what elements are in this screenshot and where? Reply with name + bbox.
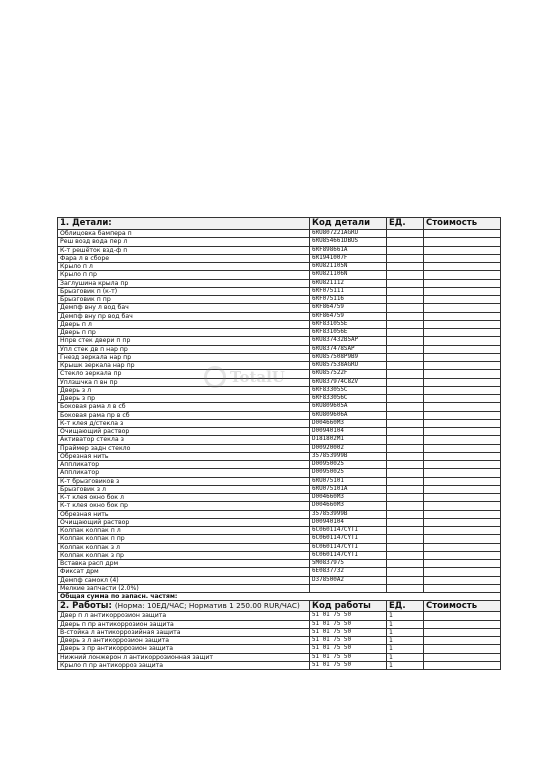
part-row [58, 584, 501, 592]
part-row [58, 263, 501, 271]
part-name: Очищающий раствор [58, 518, 310, 526]
parts-section-title: 1. Детали: [58, 218, 310, 230]
work-cost [424, 620, 501, 628]
part-row [58, 576, 501, 584]
part-name: Демпф вну пр вод бач [58, 312, 310, 320]
work-code: 51 01 75 50 [310, 612, 387, 620]
part-unit [387, 304, 424, 312]
unit-header: ЕД. [387, 218, 424, 230]
part-cost [424, 576, 501, 584]
part-cost [424, 337, 501, 345]
part-name: Обрезная нить [58, 452, 310, 460]
part-row [58, 543, 501, 551]
part-code: 6RU837478SAP [310, 345, 387, 353]
part-cost [424, 411, 501, 419]
part-name: Обрезная нить [58, 510, 310, 518]
part-code: D00950025 [310, 461, 387, 469]
part-unit [387, 238, 424, 246]
part-row [58, 287, 501, 295]
part-cost [424, 353, 501, 361]
part-row [58, 527, 501, 535]
part-row [58, 485, 501, 493]
part-cost [424, 502, 501, 510]
part-cost [424, 485, 501, 493]
part-cost [424, 345, 501, 353]
part-row [58, 477, 501, 485]
part-code: 6R1941007F [310, 254, 387, 262]
part-unit [387, 502, 424, 510]
part-cost [424, 370, 501, 378]
part-unit [387, 345, 424, 353]
part-row [58, 469, 501, 477]
part-name: К-т решёток взд-ф п [58, 246, 310, 254]
part-unit [387, 271, 424, 279]
part-name: Праймер задн стекло [58, 444, 310, 452]
part-cost [424, 494, 501, 502]
part-unit [387, 576, 424, 584]
part-name: Фиксат дрм [58, 568, 310, 576]
part-cost [424, 287, 501, 295]
work-unit: 1 [387, 628, 424, 636]
work-row [58, 661, 501, 669]
part-name: Колпак колпак з л [58, 543, 310, 551]
work-code: 51 01 75 50 [310, 661, 387, 669]
work-name: Дверь з пр антикоррозион защита [58, 645, 310, 653]
part-name: Крышк зеркала нар пр [58, 362, 310, 370]
part-code: 6RU821112 [310, 279, 387, 287]
part-row [58, 353, 501, 361]
document [57, 217, 500, 670]
part-cost [424, 263, 501, 271]
part-code: 6RU807221AGRU [310, 230, 387, 238]
part-unit [387, 279, 424, 287]
part-row [58, 419, 501, 427]
part-code: 6RU837432B5AP [310, 337, 387, 345]
part-row [58, 568, 501, 576]
part-unit [387, 337, 424, 345]
part-cost [424, 271, 501, 279]
part-code: D00920002 [310, 444, 387, 452]
work-row [58, 620, 501, 628]
part-cost [424, 551, 501, 559]
part-unit [387, 444, 424, 452]
part-cost [424, 436, 501, 444]
part-unit [387, 296, 424, 304]
part-cost [424, 395, 501, 403]
part-cost [424, 584, 501, 592]
part-row [58, 494, 501, 502]
works-section-title: 2. Работы: [60, 601, 112, 612]
part-unit [387, 419, 424, 427]
part-name: Реш возд вода пер л [58, 238, 310, 246]
part-cost [424, 452, 501, 460]
part-code: D378500A2 [310, 576, 387, 584]
part-unit [387, 477, 424, 485]
part-row [58, 271, 501, 279]
part-code: D00950025 [310, 469, 387, 477]
part-cost [424, 279, 501, 287]
works-norma-note: (Норма: 10ЕД/ЧАС; Норматив 1 250.00 RUR/ЧАС) [114, 601, 300, 611]
work-unit: 1 [387, 645, 424, 653]
part-row [58, 461, 501, 469]
part-row [58, 510, 501, 518]
part-code: 6C0601147CYTI [310, 527, 387, 535]
part-cost [424, 560, 501, 568]
part-unit [387, 527, 424, 535]
parts-total-row [58, 593, 501, 601]
part-unit [387, 287, 424, 295]
part-row [58, 395, 501, 403]
part-name: Дверь з пр [58, 395, 310, 403]
part-name: К-т клея д/стекла з [58, 419, 310, 427]
part-name: Стекло зеркала пр [58, 370, 310, 378]
part-cost [424, 254, 501, 262]
part-unit [387, 543, 424, 551]
part-code: 6C0601147CYTI [310, 535, 387, 543]
part-unit [387, 551, 424, 559]
work-unit: 1 [387, 620, 424, 628]
part-cost [424, 304, 501, 312]
cost-header: Стоимость [424, 218, 501, 230]
part-code: 6RF075116 [310, 296, 387, 304]
part-name: Упл стек дв п нар пр [58, 345, 310, 353]
part-name: Облицовка бампера п [58, 230, 310, 238]
work-name: В-стойка л антикоррозийная защита [58, 628, 310, 636]
work-cost [424, 637, 501, 645]
part-row [58, 386, 501, 394]
part-code: 6RF898661A [310, 246, 387, 254]
part-name: К-т брызговиков з [58, 477, 310, 485]
part-unit [387, 254, 424, 262]
part-cost [424, 403, 501, 411]
part-unit [387, 560, 424, 568]
work-name: Дверь п пр антикоррозион защита [58, 620, 310, 628]
part-unit [387, 411, 424, 419]
part-name: Колпак колпак з пр [58, 551, 310, 559]
part-code: 6C0601147CYTI [310, 543, 387, 551]
part-unit [387, 510, 424, 518]
part-name: Очищающий раствор [58, 428, 310, 436]
part-name: Аппликатор [58, 461, 310, 469]
part-row [58, 337, 501, 345]
part-unit [387, 403, 424, 411]
part-unit [387, 246, 424, 254]
part-name: Боковая рама пр в сб [58, 411, 310, 419]
work-row [58, 612, 501, 620]
part-code: 6RU075101A [310, 485, 387, 493]
part-row [58, 444, 501, 452]
part-name: Брызговик з л [58, 485, 310, 493]
part-unit [387, 230, 424, 238]
part-name: Заглушина крыла пр [58, 279, 310, 287]
work-unit: 1 [387, 661, 424, 669]
part-unit [387, 535, 424, 543]
part-unit [387, 378, 424, 386]
part-name: Дверь п пр [58, 329, 310, 337]
work-cost [424, 612, 501, 620]
part-code: D00940104 [310, 518, 387, 526]
part-code: 6RU857538AGRU [310, 362, 387, 370]
work-unit: 1 [387, 612, 424, 620]
cost-header: Стоимость [424, 601, 501, 612]
part-name: Колпак колпак п пр [58, 535, 310, 543]
part-unit [387, 436, 424, 444]
work-code: 51 01 75 50 [310, 620, 387, 628]
part-code: 6RF831056E [310, 329, 387, 337]
part-row [58, 452, 501, 460]
part-unit [387, 461, 424, 469]
part-unit [387, 485, 424, 493]
part-cost [424, 535, 501, 543]
part-code: 6RU837974C8ZV [310, 378, 387, 386]
work-cost [424, 661, 501, 669]
work-code: 51 01 75 50 [310, 653, 387, 661]
part-cost [424, 510, 501, 518]
part-cost [424, 527, 501, 535]
part-row [58, 428, 501, 436]
part-name: К-т клея окно бок пр [58, 502, 310, 510]
part-row [58, 436, 501, 444]
part-code: 6RF075111 [310, 287, 387, 295]
part-name: Нпрв стек двери п пр [58, 337, 310, 345]
part-unit [387, 386, 424, 394]
part-row [58, 230, 501, 238]
part-unit [387, 312, 424, 320]
part-code: 6RU854661DBUS [310, 238, 387, 246]
estimate-table-body [58, 218, 501, 670]
part-name: К-т клея окно бок л [58, 494, 310, 502]
part-row [58, 362, 501, 370]
part-name: Боковая рама л в сб [58, 403, 310, 411]
part-name: Аппликатор [58, 469, 310, 477]
part-code: D181802M1 [310, 436, 387, 444]
part-code: 6RF833055C [310, 386, 387, 394]
part-code: 6RU857508P9B9 [310, 353, 387, 361]
part-row [58, 370, 501, 378]
part-cost [424, 477, 501, 485]
part-unit [387, 494, 424, 502]
part-row [58, 535, 501, 543]
part-cost [424, 296, 501, 304]
part-unit [387, 428, 424, 436]
part-name: Брызговик п (к-т) [58, 287, 310, 295]
part-unit [387, 568, 424, 576]
work-name: Дверь з л антикоррозион защита [58, 637, 310, 645]
part-row [58, 304, 501, 312]
part-name: Фара л в сборе [58, 254, 310, 262]
part-cost [424, 386, 501, 394]
part-code: 6RU809605A [310, 403, 387, 411]
part-cost [424, 378, 501, 386]
part-code: 6RU075101 [310, 477, 387, 485]
part-unit [387, 370, 424, 378]
work-row [58, 645, 501, 653]
part-row [58, 345, 501, 353]
part-code: 6C0601147CYTI [310, 551, 387, 559]
part-code: 6RF864759 [310, 304, 387, 312]
part-cost [424, 246, 501, 254]
work-code-header: Код работы [310, 601, 387, 612]
part-cost [424, 230, 501, 238]
part-code: 6RU821105N [310, 263, 387, 271]
part-code: 6RF833056C [310, 395, 387, 403]
part-code: 357853999B [310, 510, 387, 518]
work-cost [424, 645, 501, 653]
part-code: 357853999B [310, 452, 387, 460]
part-cost [424, 461, 501, 469]
work-code: 51 01 75 50 [310, 645, 387, 653]
part-name: Колпак колпак п л [58, 527, 310, 535]
part-cost [424, 444, 501, 452]
part-code [310, 584, 387, 592]
part-row [58, 246, 501, 254]
part-code-header: Код детали [310, 218, 387, 230]
part-row [58, 378, 501, 386]
part-row [58, 403, 501, 411]
part-cost [424, 518, 501, 526]
part-row [58, 279, 501, 287]
part-cost [424, 543, 501, 551]
part-unit [387, 329, 424, 337]
work-unit: 1 [387, 637, 424, 645]
part-name: Активатор стекла з [58, 436, 310, 444]
part-cost [424, 428, 501, 436]
part-cost [424, 362, 501, 370]
part-code: D004660M3 [310, 494, 387, 502]
parts-header-row [58, 218, 501, 230]
part-cost [424, 419, 501, 427]
part-cost [424, 329, 501, 337]
part-row [58, 411, 501, 419]
work-row [58, 628, 501, 636]
work-code: 51 01 75 50 [310, 628, 387, 636]
part-name: Гнезд зеркала нар пр [58, 353, 310, 361]
part-unit [387, 353, 424, 361]
part-row [58, 502, 501, 510]
part-row [58, 296, 501, 304]
estimate-table [57, 217, 501, 670]
part-code: 6RF864759 [310, 312, 387, 320]
part-cost [424, 320, 501, 328]
part-name: Мелкие запчасти (2.0%) [58, 584, 310, 592]
works-header-row [58, 601, 501, 612]
part-row [58, 312, 501, 320]
part-code: 6RU821106N [310, 271, 387, 279]
part-name: Дверь з л [58, 386, 310, 394]
part-cost [424, 312, 501, 320]
work-name: Нижний лонжерон л антикоррозионная защит [58, 653, 310, 661]
part-name: Уплзшчка п вн пр [58, 378, 310, 386]
work-row [58, 653, 501, 661]
part-row [58, 518, 501, 526]
part-unit [387, 518, 424, 526]
part-code: D00940104 [310, 428, 387, 436]
part-cost [424, 568, 501, 576]
part-code: 6RU809606A [310, 411, 387, 419]
part-code: D004660M3 [310, 419, 387, 427]
part-unit [387, 263, 424, 271]
part-row [58, 238, 501, 246]
part-code: D004660M3 [310, 502, 387, 510]
part-unit [387, 362, 424, 370]
work-row [58, 637, 501, 645]
part-unit [387, 395, 424, 403]
part-name: Демпф вну л вод бач [58, 304, 310, 312]
work-name: Двер п л антикоррозион защита [58, 612, 310, 620]
part-code: 6RF831055E [310, 320, 387, 328]
part-unit [387, 320, 424, 328]
part-code: 5M0837975 [310, 560, 387, 568]
part-cost [424, 469, 501, 477]
work-code: 51 01 75 50 [310, 637, 387, 645]
part-name: Брызговик п пр [58, 296, 310, 304]
part-row [58, 560, 501, 568]
work-cost [424, 653, 501, 661]
unit-header: ЕД. [387, 601, 424, 612]
part-row [58, 329, 501, 337]
part-unit [387, 469, 424, 477]
part-row [58, 320, 501, 328]
part-row [58, 551, 501, 559]
parts-total-label: Общая сумма по запасн. частям: [58, 593, 501, 601]
work-name: Крыло п пр антикорроз защита [58, 661, 310, 669]
part-unit [387, 452, 424, 460]
part-name: Крыло п пр [58, 271, 310, 279]
part-name: Крыло п л [58, 263, 310, 271]
part-row [58, 254, 501, 262]
part-name: Вставка расп дрм [58, 560, 310, 568]
part-name: Дверь п л [58, 320, 310, 328]
work-unit: 1 [387, 653, 424, 661]
part-cost [424, 238, 501, 246]
works-section-title-cell [58, 601, 310, 612]
part-unit [387, 584, 424, 592]
watermark-text: TotalU [230, 368, 285, 386]
part-code: 6RU857522F [310, 370, 387, 378]
part-name: Демпф самокл (4) [58, 576, 310, 584]
part-code: 6E0837732 [310, 568, 387, 576]
work-cost [424, 628, 501, 636]
